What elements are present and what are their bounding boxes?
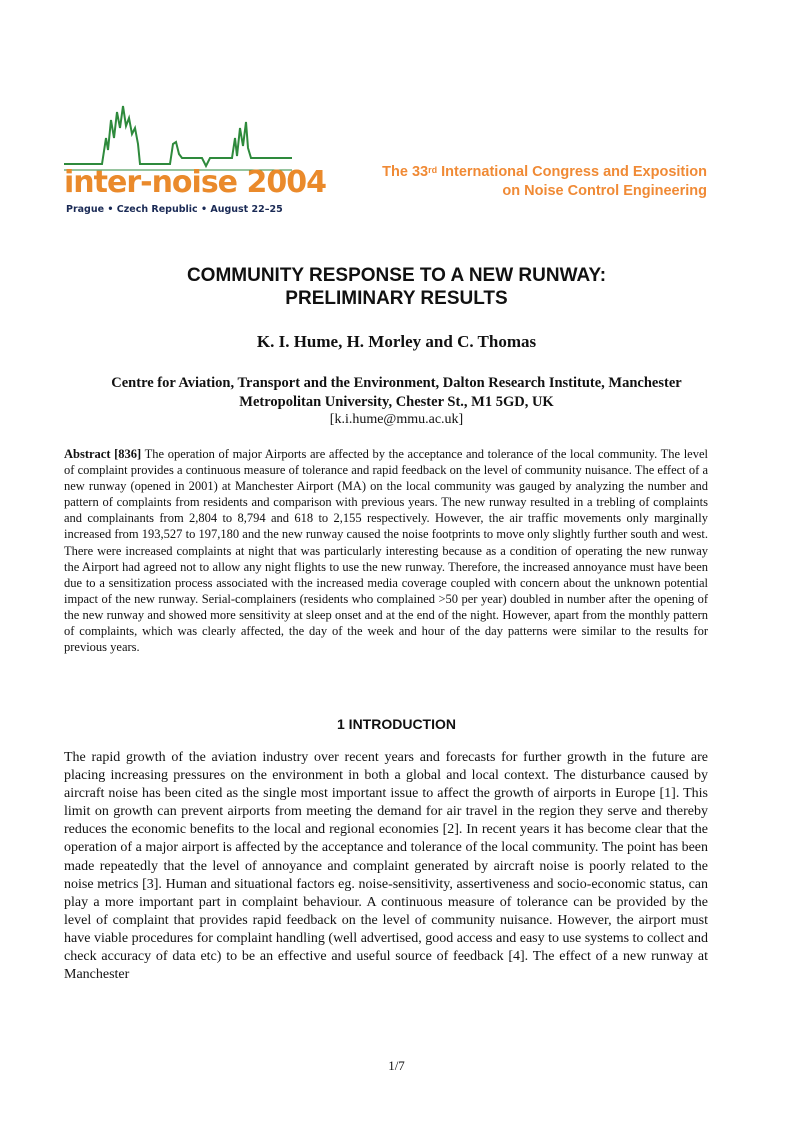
internoise-logo: [62, 98, 326, 220]
congress-line-1: [382, 163, 707, 182]
title-line-1: COMMUNITY RESPONSE TO A NEW RUNWAY:: [186, 265, 607, 286]
page-number: 1/7: [388, 1058, 405, 1073]
congress-ordinal: The 33: [382, 164, 429, 180]
abstract-label: Abstract [836]: [64, 447, 142, 461]
introduction-body: The rapid growth of the aviation industry over recent years and forecasts for further growth in the future are placing increasing pressures on the environment in both a global and local context. The disturbance caused by aircraft noise has been cited as the single most important issue to affect the growth of airports in Europe [1]. This limit on growth can prevent airports from meeting the demand for air travel in the region they serve and thereby reduces the economic benefits to the local and regional economies [2]. In recent years it has become clear that the operation of a major airport is affected by the acceptance and tolerance of the local community. The point has been made repeatedly that the level of annoyance and complaint generated by aircraft noise is poorly related to the noise metrics [3]. Human and situational factors eg. noise-sensitivity, assertiveness and socio-economic status, can play a more important part in complaint behaviour. A continuous measure of tolerance can be provided by the level of complaint that provides rapid feedback on the level of community nuisance. However, the airport must have viable procedures for complaint handling (well advertised, good access and easy to use systems to collect and check accuracy of data etc) to be an effective and useful source of feedback [4]. The effect of a new runway at Manchester: [64, 750, 708, 983]
affiliation-line-2: Metropolitan University, Chester St., M1 5GD, UK: [239, 394, 554, 410]
paper-title: [64, 264, 729, 310]
logo-wordmark: inter-noise 2004: [64, 165, 326, 200]
congress-ordinal-suffix: rd: [428, 165, 438, 175]
author-email: [k.i.hume@mmu.ac.uk]: [329, 412, 464, 427]
congress-line-2: on Noise Control Engineering: [502, 183, 707, 199]
abstract-body: The operation of major Airports are affected by the acceptance and tolerance of the local community. The level of complaint provides a continuous measure of tolerance and rapid feedback on the level of community nuisance. The effect of a new runway (opened in 2001) at Manchester Airport (MA) on the local community was gauged by analyzing the number and pattern of complaints from residents and comparison with previous years. The new runway resulted in a trebling of complaints and complainants from 2,804 to 8,794 and 618 to 2,155 respectively. However, the air traffic movements only marginally increased from 193,527 to 197,180 and the new runway caused the noise footprints to move only slightly further south and west. There were increased complaints at night that was particularly interesting because as a condition of operating the new runway the Airport had agreed not to allow any night flights to use the new runway. Therefore, the increased annoyance must have been due to a sensitization process associated with the increased media coverage coupled with concern about the unknown potential impact of the new runway. Serial-complainers (residents who complained >50 per year) doubled in number after the opening of the new runway and showed more sensitivity at sleep onset and at the end of the night. However, apart from the monthly pattern of complaints, which was clearly affected, the day of the week and hour of the day patterns were similar to the results for previous years.: [64, 447, 709, 655]
affiliation-line-1: Centre for Aviation, Transport and the Environment, Dalton Research Institute, Manchester: [111, 375, 682, 391]
affiliation: [64, 374, 729, 412]
abstract: [64, 446, 708, 655]
authors: K. I. Hume, H. Morley and C. Thomas: [256, 332, 537, 351]
title-line-2: PRELIMINARY RESULTS: [285, 288, 508, 309]
congress-line-1-rest: International Congress and Exposition: [437, 164, 707, 180]
congress-heading: [382, 163, 707, 201]
section-heading-introduction: 1 INTRODUCTION: [337, 716, 456, 732]
skyline-graphic: [62, 98, 297, 173]
logo-subtitle: Prague • Czech Republic • August 22–25: [66, 204, 283, 215]
